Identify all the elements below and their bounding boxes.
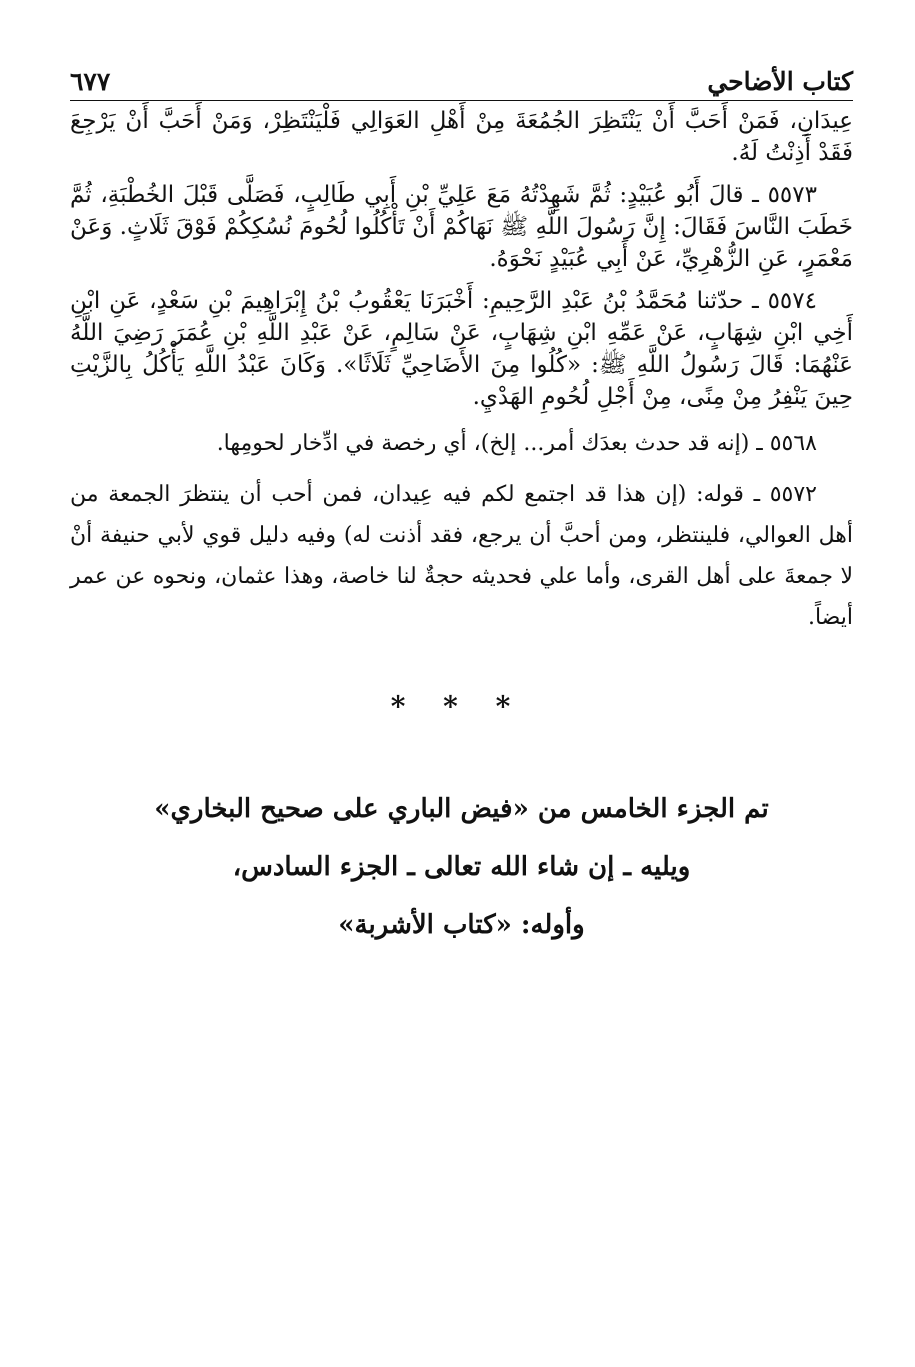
hadith-5574: ٥٥٧٤ ـ حدّثنا مُحَمَّدُ بْنُ عَبْدِ الرَّحِيمِ: أَخْبَرَنَا يَعْقُوبُ بْنُ إِبْرَاهِيمَ بْنِ سَعْدٍ، عَنِ ابْنِ أَخِي ابْنِ شِهَابٍ، عَنْ عَمِّهِ ابْنِ شِهَابٍ، عَنْ سَالِمٍ، عَنْ عَبْدِ اللَّهِ بْنِ عُمَرَ رَضِيَ اللَّهُ عَنْهُمَا: قَالَ رَسُولُ اللَّهِ ﷺ: «كُلُوا مِنَ الأَضَاحِيِّ ثَلَاثًا». وَكَانَ عَبْدُ اللَّهِ يَأْكُلُ بِالزَّيْتِ حِينَ يَنْفِرُ مِنْ مِنًى، مِنْ أَجْلِ لُحُومِ الهَدْيِ. (70, 288, 853, 410)
main-text (70, 105, 853, 648)
page-number: ٦٧٧ (70, 67, 111, 96)
colophon-line-1: تم الجزء الخامس من «فيض الباري على صحيح البخاري» (154, 794, 769, 824)
chapter-title: كتاب الأضاحي (707, 67, 853, 96)
hadith-5573: ٥٥٧٣ ـ قالَ أَبُو عُبَيْدٍ: ثُمَّ شَهِدْتُهُ مَعَ عَلِيِّ بْنِ أَبِي طَالِبٍ، فَصَلَّى قَبْلَ الخُطْبَةِ، ثُمَّ خَطَبَ النَّاسَ فَقَالَ: إِنَّ رَسُولَ اللَّهِ ﷺ نَهَاكُمْ أَنْ تَأْكُلُوا لُحُومَ نُسُكِكُمْ فَوْقَ ثَلَاثٍ. وَعَنْ مَعْمَرٍ، عَنِ الزُّهْرِيِّ، عَنْ أَبِي عُبَيْدٍ نَحْوَهُ. (70, 182, 853, 272)
colophon (70, 780, 853, 954)
colophon-line-3: وأوله: «كتاب الأشربة» (338, 910, 585, 940)
running-header (70, 52, 853, 101)
colophon-line-2: ويليه ـ إن شاء الله تعالى ـ الجزء السادس، (232, 852, 691, 882)
commentary-5572: ٥٥٧٢ ـ قوله: (إن هذا قد اجتمع لكم فيه عِيدان، فمن أحب أن ينتظرَ الجمعة من أهل العوالي، فلينتظر، ومن أحبَّ أن يرجع، فقد أذنت له) وفيه دليل قوي لأبي حنيفة أنْ لا جمعةَ على أهل القرى، وأما علي فحديثه حجةٌ لنا خاصة، وهذا عثمان، ونحوه عن عمر أيضاً. (70, 482, 853, 630)
section-separator: * * * (390, 690, 525, 723)
commentary-5568: ٥٥٦٨ ـ (إنه قد حدث بعدَك أمر... إلخ)، أي رخصة في ادِّخار لحومِها. (216, 431, 817, 456)
hadith-continuation: عِيدَانِ، فَمَنْ أَحَبَّ أَنْ يَنْتَظِرَ الجُمُعَةَ مِنْ أَهْلِ العَوَالِي فَلْيَنْتَظِرْ، وَمَنْ أَحَبَّ أَنْ يَرْجِعَ فَقَدْ أَذِنْتُ لَهُ. (70, 108, 853, 166)
